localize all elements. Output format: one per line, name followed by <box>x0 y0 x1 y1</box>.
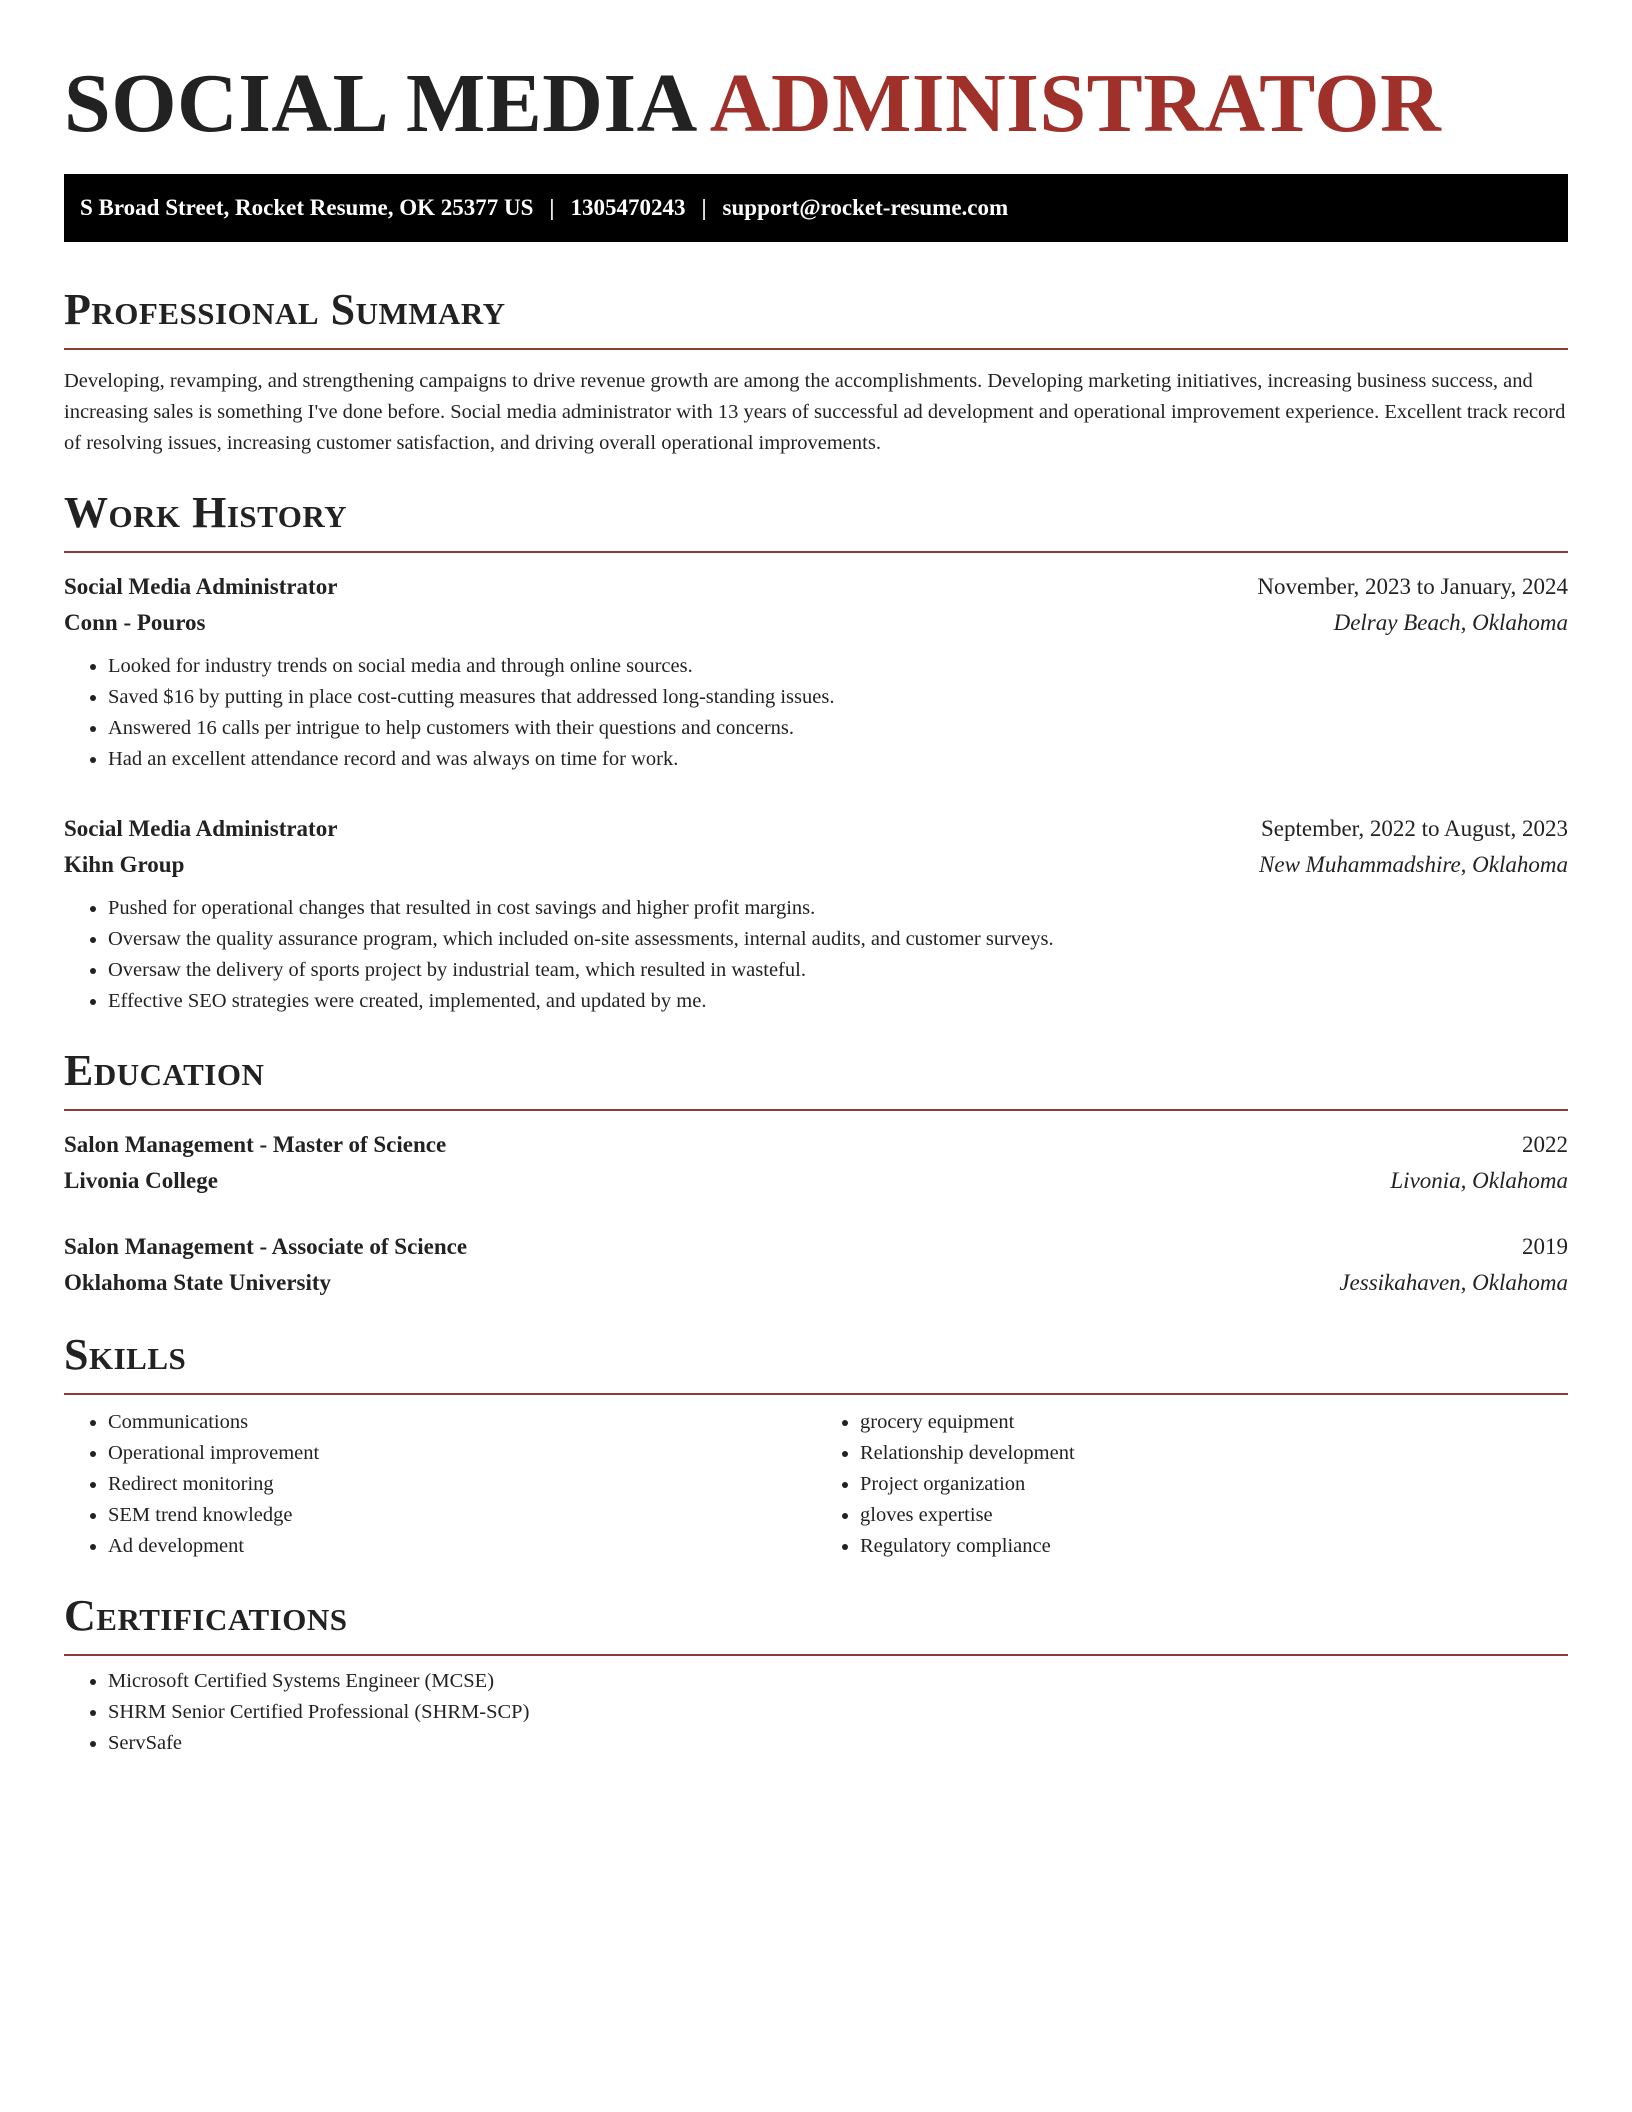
certifications-list <box>64 1666 1568 1759</box>
skill-item: • Regulatory compliance <box>860 1531 1568 1562</box>
skills-column-right <box>816 1407 1568 1562</box>
section-title: Education <box>64 1046 265 1095</box>
skill-item: • gloves expertise <box>860 1500 1568 1531</box>
contact-phone: 1305470243 <box>570 195 686 220</box>
job-company: Conn - Pouros <box>64 610 206 635</box>
skill-item: • SEM trend knowledge <box>108 1500 816 1531</box>
skill-item: • Project organization <box>860 1469 1568 1500</box>
skill-item: • Ad development <box>108 1531 816 1562</box>
job-dates: September, 2022 to August, 2023 <box>1260 816 1568 841</box>
job-bullets <box>64 651 1568 775</box>
section-title: Professional Summary <box>64 285 506 334</box>
job-bullets <box>64 893 1568 1017</box>
education-section <box>64 1047 1568 1301</box>
job-bullet: • Looked for industry trends on social media and through online sources. <box>108 651 1568 682</box>
job-entry <box>64 569 1568 775</box>
school-location: Jessikahaven, Oklahoma <box>1339 1270 1568 1295</box>
job-bullet: • Had an excellent attendance record and was always on time for work. <box>108 744 1568 775</box>
contact-address: S Broad Street, Rocket Resume, OK 25377 US <box>80 195 534 220</box>
section-divider <box>64 1393 1568 1395</box>
job-bullet: • Pushed for operational changes that resulted in cost savings and higher profit margins. <box>108 893 1568 924</box>
job-company: Kihn Group <box>64 852 185 877</box>
job-bullet: • Oversaw the delivery of sports project by industrial team, which resulted in wasteful. <box>108 955 1568 986</box>
skill-item: • Redirect monitoring <box>108 1469 816 1500</box>
section-divider <box>64 1654 1568 1656</box>
graduation-year: 2022 <box>1522 1132 1568 1157</box>
contact-email: support@rocket-resume.com <box>722 195 1009 220</box>
job-location: Delray Beach, Oklahoma <box>1333 610 1568 635</box>
school-location: Livonia, Oklahoma <box>1390 1168 1568 1193</box>
job-dates: November, 2023 to January, 2024 <box>1257 574 1568 599</box>
work-history-section <box>64 489 1568 1017</box>
certification-item: • ServSafe <box>108 1728 1568 1759</box>
section-title: Certifications <box>64 1591 348 1640</box>
resume-name <box>64 58 1568 150</box>
job-location: New Muhammadshire, Oklahoma <box>1259 852 1568 877</box>
contact-bar <box>64 174 1568 242</box>
section-divider <box>64 348 1568 350</box>
degree: Salon Management - Associate of Science <box>64 1234 468 1259</box>
skills-section <box>64 1331 1568 1562</box>
section-divider <box>64 1109 1568 1111</box>
name-last: ADMINISTRATOR <box>709 57 1442 150</box>
certifications-section <box>64 1592 1568 1759</box>
job-bullet: • Effective SEO strategies were created, implemented, and updated by me. <box>108 986 1568 1017</box>
job-bullet: • Saved $16 by putting in place cost-cutting measures that addressed long-standing issues. <box>108 682 1568 713</box>
school: Oklahoma State University <box>64 1270 332 1295</box>
education-entry <box>64 1229 1568 1301</box>
job-title: Social Media Administrator <box>64 574 338 599</box>
summary-section <box>64 286 1568 459</box>
degree: Salon Management - Master of Science <box>64 1132 447 1157</box>
section-title: Work History <box>64 488 348 537</box>
contact-separator: | <box>549 195 555 220</box>
name-first: SOCIAL MEDIA <box>64 57 698 150</box>
job-title: Social Media Administrator <box>64 816 338 841</box>
job-entry <box>64 811 1568 1017</box>
education-entry <box>64 1127 1568 1199</box>
job-bullet: • Answered 16 calls per intrigue to help customers with their questions and concerns. <box>108 713 1568 744</box>
skill-item: • Relationship development <box>860 1438 1568 1469</box>
contact-separator: | <box>701 195 707 220</box>
skill-item: • grocery equipment <box>860 1407 1568 1438</box>
summary-text: Developing, revamping, and strengthening campaigns to drive revenue growth are among the accomplishments. Developing marketing initiatives, increasing business success, and increasing sales is something I've done before. Social media administrator with 13 years of successful ad development and operational improvement experience. Excellent track record of resolving issues, increasing customer satisfaction, and driving overall operational improvements. <box>64 370 1566 454</box>
skills-columns <box>64 1407 1568 1562</box>
job-bullet: • Oversaw the quality assurance program, which included on-site assessments, internal audits, and customer surveys. <box>108 924 1568 955</box>
certification-item: • SHRM Senior Certified Professional (SHRM-SCP) <box>108 1697 1568 1728</box>
section-divider <box>64 551 1568 553</box>
graduation-year: 2019 <box>1522 1234 1568 1259</box>
skill-item: • Communications <box>108 1407 816 1438</box>
skills-column-left <box>64 1407 816 1562</box>
skill-item: • Operational improvement <box>108 1438 816 1469</box>
section-title: Skills <box>64 1330 187 1379</box>
school: Livonia College <box>64 1168 218 1193</box>
certification-item: • Microsoft Certified Systems Engineer (MCSE) <box>108 1666 1568 1697</box>
